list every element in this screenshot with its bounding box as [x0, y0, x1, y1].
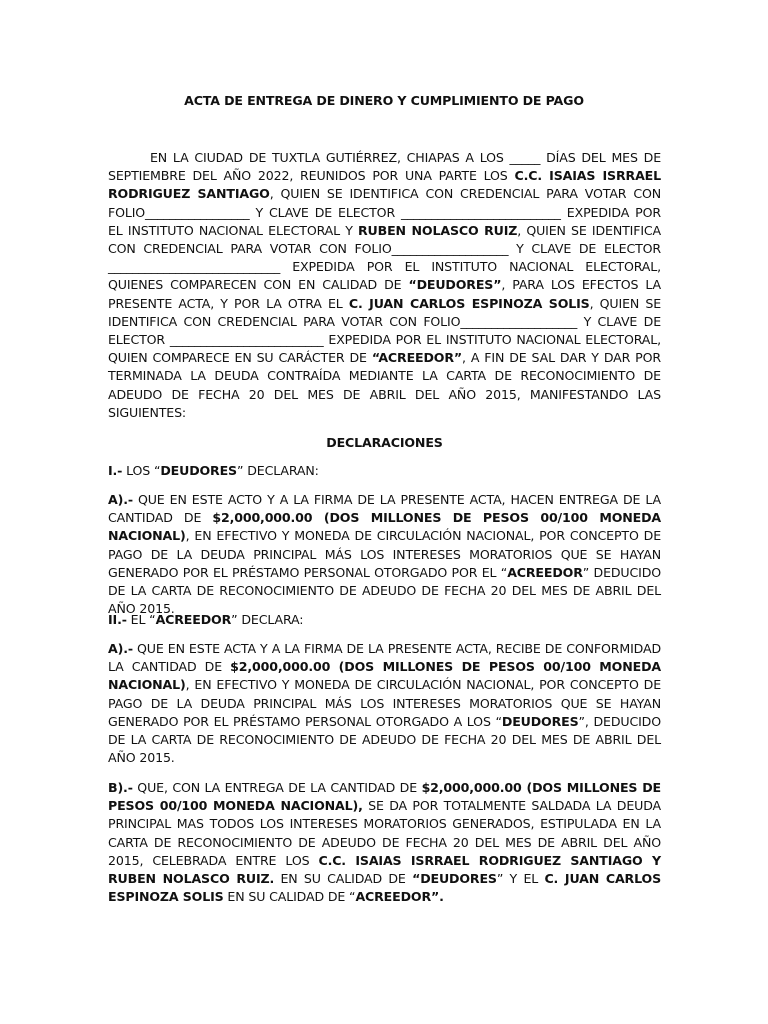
- debtor-name-1: C.C. ISAIAS ISRRAEL RODRIGUEZ SANTIAGO: [108, 168, 661, 202]
- s2a-number: A).-: [108, 641, 133, 656]
- s2b-text-1: QUE, CON LA ENTREGA DE LA CANTIDAD DE: [132, 780, 422, 795]
- intro-text-3: , QUIEN SE IDENTIFICA CON CREDENCIAL PARA VOTAR CON FOLIO___________________ Y CLAVE DE ELECTOR ____________________________ EXPEDIDA POR EL INSTITUTO NACIONAL ELECTORAL, QUIENES COMPARECEN CON EN CALIDAD DE: [108, 222, 661, 293]
- s2b-acreedor: ACREEDOR”.: [355, 889, 444, 905]
- s2a-text-3: ”, DEDUCIDO DE LA CARTA DE RECONOCIMIENTO DE ADEUDO DE FECHA 20 DEL MES DE ABRIL DEL AÑO 2015.: [108, 713, 661, 766]
- section-2-paragraph-a: [108, 640, 661, 767]
- section-2-number: II.-: [108, 612, 127, 627]
- s2a-text-1: QUE EN ESTE ACTA Y A LA FIRMA DE LA PRESENTE ACTA, RECIBE DE CONFORMIDAD LA CANTIDAD DE: [108, 641, 661, 675]
- s2a-deudores: DEUDORES: [501, 713, 579, 729]
- section-1-bold: DEUDORES: [160, 463, 237, 478]
- s2b-amount: $2,000,000.00 (DOS MILLONES DE PESOS 00/100 MONEDA NACIONAL),: [108, 780, 661, 814]
- section-1-heading: [108, 462, 661, 480]
- s2a-amount: $2,000,000.00 (DOS MILLONES DE PESOS 00/100 MONEDA NACIONAL): [108, 659, 661, 693]
- deudores-label: “DEUDORES”: [408, 277, 502, 293]
- s2b-text-4: ” Y EL: [496, 871, 545, 887]
- section-2-paragraph-b: [108, 779, 661, 906]
- s2b-debtors: C.C. ISAIAS ISRRAEL RODRIGUEZ SANTIAGO Y RUBEN NOLASCO RUIZ.: [108, 852, 661, 887]
- intro-text-2: , QUIEN SE IDENTIFICA CON CREDENCIAL PARA VOTAR CON FOLIO_________________ Y CLAVE DE ELECTOR __________________________ EXPEDIDA POR EL INSTITUTO NACIONAL ELECTORAL Y: [108, 186, 661, 238]
- s1a-text-3: ” DEDUCIDO DE LA CARTA DE RECONOCIMIENTO DE ADEUDO DE FECHA 20 DEL MES DE ABRIL DEL AÑO 2015.: [108, 564, 662, 617]
- s2a-text-2: , EN EFECTIVO Y MONEDA DE CIRCULACIÓN NACIONAL, POR CONCEPTO DE PAGO DE LA DEUDA PRINCIPAL MÁS LOS INTERESES MORATORIOS QUE SE HAYAN GENERADO POR EL PRÉSTAMO PERSONAL OTORGADO A LOS “: [108, 677, 661, 729]
- section-1-text-1: LOS “: [122, 463, 161, 478]
- intro-paragraph: [108, 149, 661, 422]
- s2b-text-3: EN SU CALIDAD DE: [274, 871, 413, 887]
- section-1-number: I.-: [108, 463, 123, 478]
- s1a-text-2: , EN EFECTIVO Y MONEDA DE CIRCULACIÓN NACIONAL, POR CONCEPTO DE PAGO DE LA DEUDA PRINCIPAL MÁS LOS INTERESES MORATORIOS QUE SE HAYAN GENERADO POR EL PRÉSTAMO PERSONAL OTORGADO POR EL “: [108, 528, 661, 580]
- s2b-number: B).-: [108, 780, 133, 795]
- intro-text-1: EN LA CIUDAD DE TUXTLA GUTIÉRREZ, CHIAPAS A LOS _____ DÍAS DEL MES DE SEPTIEMBRE DEL AÑO 2022, REUNIDOS POR UNA PARTE LOS: [108, 150, 661, 184]
- intro-text-4: , PARA LOS EFECTOS LA PRESENTE ACTA, Y POR LA OTRA EL: [108, 277, 661, 311]
- s2b-text-2: SE DA POR TOTALMENTE SALDADA LA DEUDA PRINCIPAL MAS TODOS LOS INTERESES MORATORIOS GENERADOS, ESTIPULADA EN LA CARTA DE RECONOCIMIENTO DE ADEUDO DE FECHA 20 DEL MES DE ABRIL DEL AÑO 2015, CELEBRADA ENTRE LOS: [108, 798, 661, 868]
- section-2-text-2: ” DECLARA:: [231, 612, 304, 627]
- intro-text-5: , QUIEN SE IDENTIFICA CON CREDENCIAL PARA VOTAR CON FOLIO___________________ Y CLAVE DE ELECTOR _________________________ EXPEDIDA POR EL INSTITUTO NACIONAL ELECTORAL, QUIEN COMPARECE EN SU CARÁCTER DE: [108, 295, 661, 366]
- section-1-text-2: ” DECLARAN:: [236, 463, 319, 478]
- s2b-creditor: C. JUAN CARLOS ESPINOZA SOLIS: [108, 871, 661, 905]
- section-2-heading: [108, 611, 661, 629]
- creditor-name: C. JUAN CARLOS ESPINOZA SOLIS: [348, 295, 590, 311]
- section-2-text-1: EL “: [126, 612, 156, 627]
- declaraciones-heading: DECLARACIONES: [326, 435, 443, 450]
- debtor-name-2: RUBEN NOLASCO RUIZ: [358, 222, 518, 238]
- s1a-amount: $2,000,000.00 (DOS MILLONES DE PESOS 00/100 MONEDA NACIONAL): [108, 510, 661, 544]
- s1a-number: A).-: [108, 492, 133, 507]
- s1a-text-1: QUE EN ESTE ACTO Y A LA FIRMA DE LA PRESENTE ACTA, HACEN ENTREGA DE LA CANTIDAD DE: [108, 492, 661, 526]
- s2b-text-5: EN SU CALIDAD DE “: [223, 889, 356, 905]
- acreedor-label: “ACREEDOR”: [371, 350, 463, 366]
- s2b-deudores: “DEUDORES: [412, 871, 497, 887]
- section-1-paragraph-a: [108, 491, 661, 618]
- document-title: ACTA DE ENTREGA DE DINERO Y CUMPLIMIENTO DE PAGO: [184, 93, 584, 108]
- section-2-bold: ACREEDOR: [155, 612, 232, 627]
- s1a-acreedor: ACREEDOR: [507, 564, 583, 580]
- intro-text-6: , A FIN DE SAL DAR Y DAR POR TERMINADA LA DEUDA CONTRAÍDA MEDIANTE LA CARTA DE RECONOCIMIENTO DE ADEUDO DE FECHA 20 DEL MES DE ABRIL DEL AÑO 2015, MANIFESTANDO LAS SIGUIENTES:: [108, 350, 661, 420]
